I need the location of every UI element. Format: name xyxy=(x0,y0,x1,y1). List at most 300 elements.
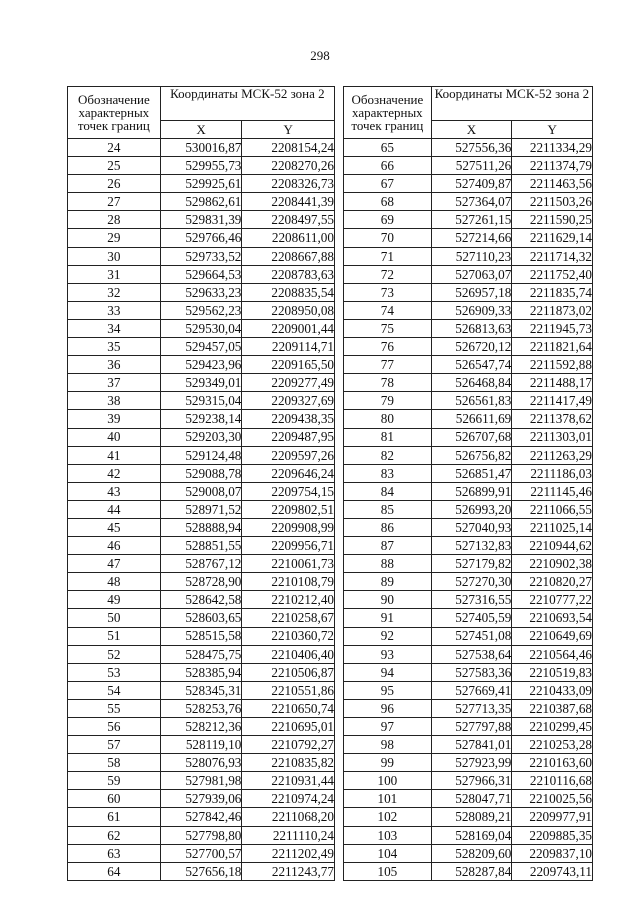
y-coordinate-cell: 2211374,79 xyxy=(512,157,593,175)
x-header: X xyxy=(431,121,512,139)
table-row xyxy=(68,645,335,663)
point-number-cell: 48 xyxy=(68,573,161,591)
table-row xyxy=(344,410,593,428)
point-number-cell: 49 xyxy=(68,591,161,609)
y-coordinate-cell: 2210433,09 xyxy=(512,681,593,699)
table-row xyxy=(68,718,335,736)
y-coordinate-cell: 2208950,08 xyxy=(242,301,335,319)
coords-system-header: Координаты МСК-52 зона 2 xyxy=(431,87,592,121)
y-coordinate-cell: 2209754,15 xyxy=(242,482,335,500)
table-row xyxy=(344,374,593,392)
point-number-cell: 88 xyxy=(344,555,432,573)
y-coordinate-cell: 2211263,29 xyxy=(512,446,593,464)
x-coordinate-cell: 528728,90 xyxy=(160,573,242,591)
y-coordinate-cell: 2211417,49 xyxy=(512,392,593,410)
y-coordinate-cell: 2210025,56 xyxy=(512,790,593,808)
x-coordinate-cell: 527179,82 xyxy=(431,555,512,573)
table-row xyxy=(344,319,593,337)
x-coordinate-cell: 527923,99 xyxy=(431,754,512,772)
x-coordinate-cell: 528047,71 xyxy=(431,790,512,808)
y-coordinate-cell: 2210693,54 xyxy=(512,609,593,627)
y-coordinate-cell: 2211821,64 xyxy=(512,338,593,356)
point-number-cell: 81 xyxy=(344,428,432,446)
x-coordinate-cell: 528642,58 xyxy=(160,591,242,609)
point-number-cell: 55 xyxy=(68,699,161,717)
table-body xyxy=(68,139,335,881)
table-row xyxy=(344,482,593,500)
point-number-cell: 30 xyxy=(68,247,161,265)
table-row xyxy=(344,518,593,536)
x-coordinate-cell: 527451,08 xyxy=(431,627,512,645)
point-number-cell: 35 xyxy=(68,338,161,356)
table-row xyxy=(68,772,335,790)
y-coordinate-cell: 2210777,22 xyxy=(512,591,593,609)
y-coordinate-cell: 2211378,62 xyxy=(512,410,593,428)
coords-system-header: Координаты МСК-52 зона 2 xyxy=(160,87,334,121)
y-coordinate-cell: 2211592,88 xyxy=(512,356,593,374)
x-coordinate-cell: 528119,10 xyxy=(160,736,242,754)
x-coordinate-cell: 529562,23 xyxy=(160,301,242,319)
x-coordinate-cell: 527063,07 xyxy=(431,265,512,283)
y-coordinate-cell: 2208835,54 xyxy=(242,283,335,301)
point-number-cell: 26 xyxy=(68,175,161,193)
x-coordinate-cell: 529008,07 xyxy=(160,482,242,500)
point-number-cell: 96 xyxy=(344,699,432,717)
table-row xyxy=(68,374,335,392)
x-coordinate-cell: 529457,05 xyxy=(160,338,242,356)
table-row xyxy=(68,175,335,193)
x-coordinate-cell: 526611,69 xyxy=(431,410,512,428)
table-row xyxy=(68,518,335,536)
table-row xyxy=(344,193,593,211)
y-header: Y xyxy=(512,121,593,139)
y-coordinate-cell: 2208270,26 xyxy=(242,157,335,175)
table-row xyxy=(344,464,593,482)
table-row xyxy=(68,537,335,555)
table-row xyxy=(344,627,593,645)
x-coordinate-cell: 529423,96 xyxy=(160,356,242,374)
x-coordinate-cell: 529831,39 xyxy=(160,211,242,229)
x-coordinate-cell: 526547,74 xyxy=(431,356,512,374)
x-coordinate-cell: 526851,47 xyxy=(431,464,512,482)
x-coordinate-cell: 529088,78 xyxy=(160,464,242,482)
point-number-cell: 60 xyxy=(68,790,161,808)
table-row xyxy=(344,808,593,826)
table-row xyxy=(68,319,335,337)
point-number-cell: 50 xyxy=(68,609,161,627)
table-row xyxy=(68,591,335,609)
point-number-cell: 64 xyxy=(68,862,161,880)
x-coordinate-cell: 526957,18 xyxy=(431,283,512,301)
x-coordinate-cell: 528209,60 xyxy=(431,844,512,862)
x-coordinate-cell: 527316,55 xyxy=(431,591,512,609)
y-coordinate-cell: 2209956,71 xyxy=(242,537,335,555)
x-coordinate-cell: 526468,84 xyxy=(431,374,512,392)
y-coordinate-cell: 2209908,99 xyxy=(242,518,335,536)
table-row xyxy=(68,338,335,356)
point-number-cell: 85 xyxy=(344,500,432,518)
y-coordinate-cell: 2209277,49 xyxy=(242,374,335,392)
y-coordinate-cell: 2210360,72 xyxy=(242,627,335,645)
table-row xyxy=(68,464,335,482)
coordinates-table-left xyxy=(67,86,335,881)
y-coordinate-cell: 2209837,10 xyxy=(512,844,593,862)
point-number-cell: 51 xyxy=(68,627,161,645)
table-row xyxy=(68,410,335,428)
y-coordinate-cell: 2211202,49 xyxy=(242,844,335,862)
point-number-cell: 98 xyxy=(344,736,432,754)
y-coordinate-cell: 2211145,46 xyxy=(512,482,593,500)
y-coordinate-cell: 2210519,83 xyxy=(512,663,593,681)
table-row xyxy=(68,808,335,826)
point-number-cell: 56 xyxy=(68,718,161,736)
x-coordinate-cell: 527669,41 xyxy=(431,681,512,699)
y-coordinate-cell: 2211503,26 xyxy=(512,193,593,211)
y-coordinate-cell: 2208667,88 xyxy=(242,247,335,265)
y-coordinate-cell: 2210564,46 xyxy=(512,645,593,663)
point-number-cell: 31 xyxy=(68,265,161,283)
point-number-cell: 42 xyxy=(68,464,161,482)
x-coordinate-cell: 528253,76 xyxy=(160,699,242,717)
x-coordinate-cell: 527797,88 xyxy=(431,718,512,736)
table-row xyxy=(344,446,593,464)
point-number-cell: 28 xyxy=(68,211,161,229)
point-number-cell: 57 xyxy=(68,736,161,754)
y-coordinate-cell: 2209646,24 xyxy=(242,464,335,482)
x-coordinate-cell: 529315,04 xyxy=(160,392,242,410)
point-number-cell: 39 xyxy=(68,410,161,428)
x-coordinate-cell: 527040,93 xyxy=(431,518,512,536)
point-number-cell: 79 xyxy=(344,392,432,410)
y-coordinate-cell: 2211873,02 xyxy=(512,301,593,319)
table-row xyxy=(344,356,593,374)
point-number-cell: 65 xyxy=(344,139,432,157)
y-coordinate-cell: 2211243,77 xyxy=(242,862,335,880)
point-number-cell: 100 xyxy=(344,772,432,790)
y-coordinate-cell: 2210212,40 xyxy=(242,591,335,609)
x-coordinate-cell: 527132,83 xyxy=(431,537,512,555)
table-row xyxy=(68,247,335,265)
x-coordinate-cell: 527556,36 xyxy=(431,139,512,157)
y-coordinate-cell: 2209885,35 xyxy=(512,826,593,844)
y-coordinate-cell: 2208441,39 xyxy=(242,193,335,211)
point-number-cell: 52 xyxy=(68,645,161,663)
point-number-cell: 73 xyxy=(344,283,432,301)
y-coordinate-cell: 2210116,68 xyxy=(512,772,593,790)
x-coordinate-cell: 529925,61 xyxy=(160,175,242,193)
table-row xyxy=(68,555,335,573)
x-coordinate-cell: 527409,87 xyxy=(431,175,512,193)
table-row xyxy=(344,555,593,573)
table-row xyxy=(344,718,593,736)
point-number-cell: 47 xyxy=(68,555,161,573)
x-coordinate-cell: 529124,48 xyxy=(160,446,242,464)
point-number-cell: 78 xyxy=(344,374,432,392)
point-label-header: Обозначение характерных точек границ xyxy=(68,87,161,139)
table-row xyxy=(344,591,593,609)
table-row xyxy=(344,699,593,717)
point-number-cell: 105 xyxy=(344,862,432,880)
y-coordinate-cell: 2210902,38 xyxy=(512,555,593,573)
point-number-cell: 41 xyxy=(68,446,161,464)
table-row xyxy=(344,681,593,699)
table-row xyxy=(68,736,335,754)
x-coordinate-cell: 529203,30 xyxy=(160,428,242,446)
x-coordinate-cell: 527405,59 xyxy=(431,609,512,627)
point-number-cell: 24 xyxy=(68,139,161,157)
point-number-cell: 32 xyxy=(68,283,161,301)
table-row xyxy=(344,537,593,555)
x-coordinate-cell: 527981,98 xyxy=(160,772,242,790)
table-row xyxy=(344,428,593,446)
x-coordinate-cell: 528212,36 xyxy=(160,718,242,736)
x-coordinate-cell: 528345,31 xyxy=(160,681,242,699)
point-number-cell: 37 xyxy=(68,374,161,392)
x-coordinate-cell: 529238,14 xyxy=(160,410,242,428)
x-coordinate-cell: 527939,06 xyxy=(160,790,242,808)
point-number-cell: 68 xyxy=(344,193,432,211)
x-coordinate-cell: 529664,53 xyxy=(160,265,242,283)
point-number-cell: 67 xyxy=(344,175,432,193)
y-coordinate-cell: 2210163,60 xyxy=(512,754,593,772)
x-coordinate-cell: 527966,31 xyxy=(431,772,512,790)
y-coordinate-cell: 2210792,27 xyxy=(242,736,335,754)
point-number-cell: 36 xyxy=(68,356,161,374)
y-coordinate-cell: 2211835,74 xyxy=(512,283,593,301)
y-coordinate-cell: 2208154,24 xyxy=(242,139,335,157)
y-coordinate-cell: 2211752,40 xyxy=(512,265,593,283)
x-coordinate-cell: 529733,52 xyxy=(160,247,242,265)
table-row xyxy=(68,609,335,627)
x-coordinate-cell: 529955,73 xyxy=(160,157,242,175)
table-row xyxy=(68,446,335,464)
y-coordinate-cell: 2210649,69 xyxy=(512,627,593,645)
table-row xyxy=(344,500,593,518)
coordinates-table-right xyxy=(343,86,593,881)
y-coordinate-cell: 2210506,87 xyxy=(242,663,335,681)
x-coordinate-cell: 527214,66 xyxy=(431,229,512,247)
table-row xyxy=(68,862,335,880)
y-coordinate-cell: 2210974,24 xyxy=(242,790,335,808)
point-number-cell: 104 xyxy=(344,844,432,862)
y-coordinate-cell: 2210258,67 xyxy=(242,609,335,627)
y-coordinate-cell: 2210944,62 xyxy=(512,537,593,555)
y-coordinate-cell: 2210835,82 xyxy=(242,754,335,772)
y-coordinate-cell: 2210551,86 xyxy=(242,681,335,699)
x-coordinate-cell: 528287,84 xyxy=(431,862,512,880)
table-row xyxy=(68,826,335,844)
table-row xyxy=(68,500,335,518)
point-number-cell: 71 xyxy=(344,247,432,265)
y-coordinate-cell: 2211110,24 xyxy=(242,826,335,844)
x-coordinate-cell: 526756,82 xyxy=(431,446,512,464)
y-coordinate-cell: 2211714,32 xyxy=(512,247,593,265)
point-number-cell: 84 xyxy=(344,482,432,500)
table-row xyxy=(68,844,335,862)
point-number-cell: 97 xyxy=(344,718,432,736)
point-number-cell: 72 xyxy=(344,265,432,283)
table-row xyxy=(68,356,335,374)
point-number-cell: 62 xyxy=(68,826,161,844)
table-row xyxy=(344,862,593,880)
y-coordinate-cell: 2208783,63 xyxy=(242,265,335,283)
table-row xyxy=(68,681,335,699)
table-row xyxy=(344,175,593,193)
table-row xyxy=(344,736,593,754)
y-coordinate-cell: 2210387,68 xyxy=(512,699,593,717)
page-number: 298 xyxy=(310,48,330,63)
table-row xyxy=(68,699,335,717)
point-number-cell: 93 xyxy=(344,645,432,663)
x-coordinate-cell: 526899,91 xyxy=(431,482,512,500)
table-row xyxy=(344,754,593,772)
x-coordinate-cell: 530016,87 xyxy=(160,139,242,157)
table-row xyxy=(68,211,335,229)
x-coordinate-cell: 527261,15 xyxy=(431,211,512,229)
y-coordinate-cell: 2210108,79 xyxy=(242,573,335,591)
x-coordinate-cell: 527700,57 xyxy=(160,844,242,862)
y-coordinate-cell: 2211590,25 xyxy=(512,211,593,229)
y-coordinate-cell: 2210931,44 xyxy=(242,772,335,790)
table-row xyxy=(344,247,593,265)
table-row xyxy=(68,283,335,301)
point-number-cell: 94 xyxy=(344,663,432,681)
x-coordinate-cell: 527656,18 xyxy=(160,862,242,880)
x-coordinate-cell: 527583,36 xyxy=(431,663,512,681)
point-number-cell: 83 xyxy=(344,464,432,482)
y-coordinate-cell: 2208326,73 xyxy=(242,175,335,193)
x-coordinate-cell: 528971,52 xyxy=(160,500,242,518)
table-row xyxy=(344,844,593,862)
y-coordinate-cell: 2211068,20 xyxy=(242,808,335,826)
point-number-cell: 90 xyxy=(344,591,432,609)
point-number-cell: 43 xyxy=(68,482,161,500)
point-number-cell: 101 xyxy=(344,790,432,808)
x-coordinate-cell: 526707,68 xyxy=(431,428,512,446)
table-row xyxy=(68,229,335,247)
point-number-cell: 59 xyxy=(68,772,161,790)
y-coordinate-cell: 2211303,01 xyxy=(512,428,593,446)
table-row xyxy=(344,265,593,283)
y-coordinate-cell: 2211186,03 xyxy=(512,464,593,482)
x-coordinate-cell: 526813,63 xyxy=(431,319,512,337)
y-coordinate-cell: 2211025,14 xyxy=(512,518,593,536)
table-row xyxy=(68,754,335,772)
y-coordinate-cell: 2211334,29 xyxy=(512,139,593,157)
table-row xyxy=(344,772,593,790)
y-coordinate-cell: 2209977,91 xyxy=(512,808,593,826)
x-coordinate-cell: 527364,07 xyxy=(431,193,512,211)
y-coordinate-cell: 2210061,73 xyxy=(242,555,335,573)
point-number-cell: 77 xyxy=(344,356,432,374)
x-coordinate-cell: 526561,83 xyxy=(431,392,512,410)
x-coordinate-cell: 527110,23 xyxy=(431,247,512,265)
table-body xyxy=(344,139,593,881)
point-number-cell: 99 xyxy=(344,754,432,772)
point-number-cell: 46 xyxy=(68,537,161,555)
x-header: X xyxy=(160,121,242,139)
table-row xyxy=(344,790,593,808)
point-number-cell: 25 xyxy=(68,157,161,175)
y-coordinate-cell: 2211066,55 xyxy=(512,500,593,518)
point-label-header: Обозначение характерных точек границ xyxy=(344,87,432,139)
point-number-cell: 74 xyxy=(344,301,432,319)
x-coordinate-cell: 528169,04 xyxy=(431,826,512,844)
table-row xyxy=(68,428,335,446)
point-number-cell: 33 xyxy=(68,301,161,319)
y-coordinate-cell: 2209438,35 xyxy=(242,410,335,428)
table-row xyxy=(344,573,593,591)
x-coordinate-cell: 528076,93 xyxy=(160,754,242,772)
x-coordinate-cell: 528515,58 xyxy=(160,627,242,645)
x-coordinate-cell: 527841,01 xyxy=(431,736,512,754)
point-number-cell: 87 xyxy=(344,537,432,555)
y-coordinate-cell: 2210406,40 xyxy=(242,645,335,663)
x-coordinate-cell: 529633,23 xyxy=(160,283,242,301)
table-row xyxy=(344,139,593,157)
table-row xyxy=(68,573,335,591)
y-coordinate-cell: 2211945,73 xyxy=(512,319,593,337)
point-number-cell: 54 xyxy=(68,681,161,699)
point-number-cell: 95 xyxy=(344,681,432,699)
y-coordinate-cell: 2211488,17 xyxy=(512,374,593,392)
point-number-cell: 45 xyxy=(68,518,161,536)
table-row xyxy=(344,283,593,301)
y-coordinate-cell: 2210650,74 xyxy=(242,699,335,717)
y-coordinate-cell: 2209165,50 xyxy=(242,356,335,374)
x-coordinate-cell: 528603,65 xyxy=(160,609,242,627)
table-row xyxy=(344,338,593,356)
point-number-cell: 102 xyxy=(344,808,432,826)
point-number-cell: 92 xyxy=(344,627,432,645)
table-row xyxy=(68,157,335,175)
point-number-cell: 70 xyxy=(344,229,432,247)
point-number-cell: 53 xyxy=(68,663,161,681)
table-row xyxy=(344,826,593,844)
table-row xyxy=(68,193,335,211)
x-coordinate-cell: 528888,94 xyxy=(160,518,242,536)
point-number-cell: 27 xyxy=(68,193,161,211)
point-number-cell: 29 xyxy=(68,229,161,247)
y-coordinate-cell: 2208611,00 xyxy=(242,229,335,247)
table-row xyxy=(68,790,335,808)
point-number-cell: 63 xyxy=(68,844,161,862)
y-coordinate-cell: 2209743,11 xyxy=(512,862,593,880)
x-coordinate-cell: 529349,01 xyxy=(160,374,242,392)
point-number-cell: 76 xyxy=(344,338,432,356)
table-row xyxy=(68,663,335,681)
table-row xyxy=(68,482,335,500)
x-coordinate-cell: 527798,80 xyxy=(160,826,242,844)
point-number-cell: 75 xyxy=(344,319,432,337)
x-coordinate-cell: 528851,55 xyxy=(160,537,242,555)
table-row xyxy=(344,663,593,681)
table-row xyxy=(344,392,593,410)
point-number-cell: 82 xyxy=(344,446,432,464)
x-coordinate-cell: 526993,20 xyxy=(431,500,512,518)
point-number-cell: 61 xyxy=(68,808,161,826)
table-row xyxy=(344,609,593,627)
point-number-cell: 66 xyxy=(344,157,432,175)
point-number-cell: 91 xyxy=(344,609,432,627)
x-coordinate-cell: 529530,04 xyxy=(160,319,242,337)
x-coordinate-cell: 527713,35 xyxy=(431,699,512,717)
point-number-cell: 69 xyxy=(344,211,432,229)
y-header: Y xyxy=(242,121,335,139)
table-row xyxy=(344,301,593,319)
table-row xyxy=(68,627,335,645)
point-number-cell: 58 xyxy=(68,754,161,772)
